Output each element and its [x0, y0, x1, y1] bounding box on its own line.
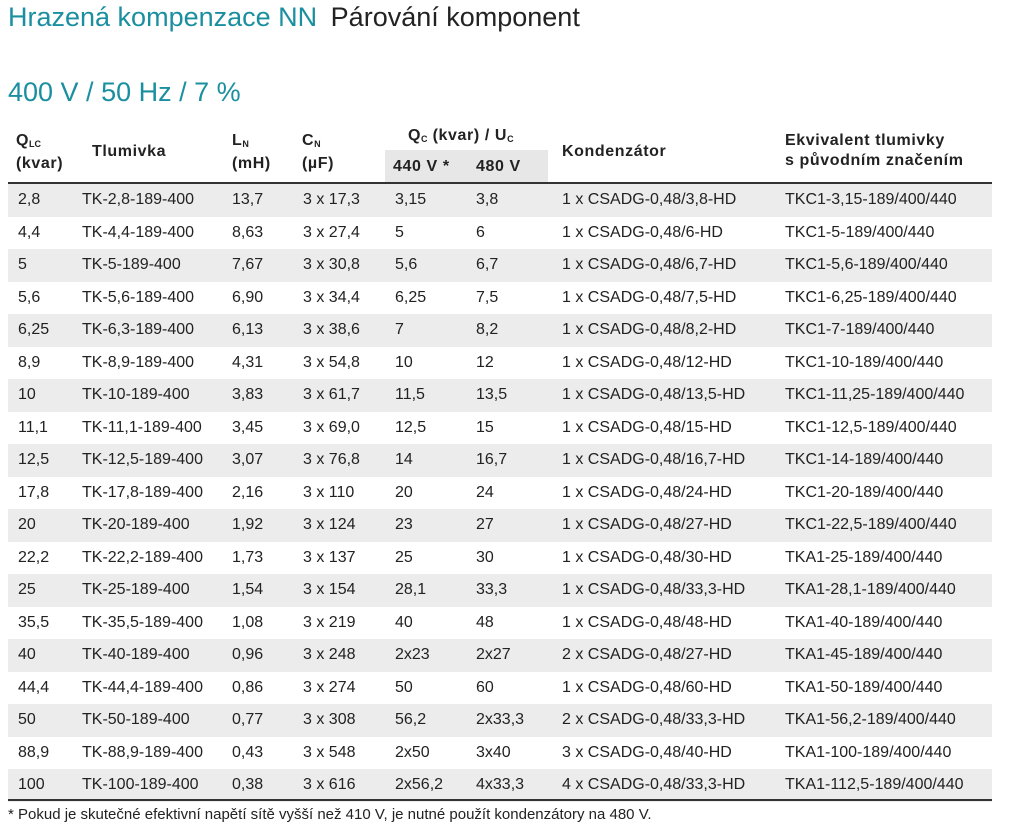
cell-kondenzator: 1 x CSADG-0,48/15-HD — [562, 418, 732, 436]
cell-q440: 40 — [395, 613, 413, 631]
cell-ekvivalent: TKC1-6,25-189/400/440 — [785, 288, 957, 306]
cell-q480: 3x40 — [476, 743, 511, 761]
cell-ln: 2,16 — [232, 483, 264, 501]
cell-ekvivalent: TKC1-5-189/400/440 — [785, 223, 935, 241]
cell-q440: 20 — [395, 483, 413, 501]
cell-tlumivka: TK-100-189-400 — [82, 776, 199, 793]
cell-ekvivalent: TKA1-100-189/400/440 — [785, 743, 952, 761]
cell-tlumivka: TK-44,4-189-400 — [82, 678, 203, 696]
cell-tlumivka: TK-12,5-189-400 — [82, 451, 203, 468]
cell-kondenzator: 1 x CSADG-0,48/3,8-HD — [562, 191, 737, 208]
cell-cn: 3 x 137 — [303, 548, 356, 566]
cell-q440: 2x23 — [395, 646, 430, 663]
cell-q440: 11,5 — [395, 386, 425, 403]
cell-ekvivalent: TKC1-12,5-189/400/440 — [785, 418, 957, 436]
cell-ekvivalent: TKC1-10-189/400/440 — [785, 353, 944, 371]
cell-ln: 8,63 — [232, 223, 264, 241]
cell-ekvivalent: TKA1-25-189/400/440 — [785, 548, 943, 566]
title-main: Párování komponent — [330, 2, 580, 32]
cell-kondenzator: 1 x CSADG-0,48/24-HD — [562, 483, 732, 501]
cell-kondenzator: 1 x CSADG-0,48/8,2-HD — [562, 321, 737, 338]
cell-tlumivka: TK-88,9-189-400 — [82, 743, 203, 761]
cell-q440: 10 — [395, 353, 413, 371]
cell-kondenzator: 1 x CSADG-0,48/16,7-HD — [562, 451, 746, 468]
cell-ln: 3,07 — [232, 451, 264, 468]
cell-kondenzator: 1 x CSADG-0,48/48-HD — [562, 613, 732, 631]
cell-cn: 3 x 69,0 — [303, 418, 360, 436]
table-row — [8, 607, 992, 640]
cell-q440: 6,25 — [395, 288, 427, 306]
cell-tlumivka: TK-6,3-189-400 — [82, 321, 195, 338]
cell-qlc: 100 — [18, 776, 45, 793]
cell-ln: 1,54 — [232, 581, 264, 598]
cell-qlc: 35,5 — [18, 613, 50, 631]
cell-kondenzator: 1 x CSADG-0,48/6-HD — [562, 223, 723, 241]
cell-q480: 48 — [476, 613, 494, 631]
subtitle: 400 V / 50 Hz / 7 % — [8, 77, 241, 107]
cell-ln: 6,13 — [232, 321, 264, 338]
cell-qlc: 44,4 — [18, 678, 50, 696]
cell-ekvivalent: TKC1-7-189/400/440 — [785, 321, 935, 338]
cell-tlumivka: TK-35,5-189-400 — [82, 613, 203, 631]
cell-q440: 5 — [395, 223, 404, 241]
header-tlumivka: Tlumivka — [92, 143, 167, 160]
table-row — [8, 639, 992, 672]
table-row — [8, 379, 992, 412]
cell-q440: 2x50 — [395, 743, 430, 761]
cell-q480: 7,5 — [476, 288, 499, 306]
cell-ln: 1,73 — [232, 548, 264, 566]
cell-ln: 3,45 — [232, 418, 264, 436]
cell-cn: 3 x 248 — [303, 646, 356, 663]
cell-ekvivalent: TKA1-28,1-189/400/440 — [785, 581, 956, 598]
cell-qlc: 10 — [18, 386, 36, 403]
cell-qlc: 8,9 — [18, 353, 41, 371]
cell-tlumivka: TK-25-189-400 — [82, 581, 190, 598]
cell-kondenzator: 2 x CSADG-0,48/33,3-HD — [562, 711, 746, 728]
header-440v: 440 V * — [393, 158, 450, 175]
cell-q480: 8,2 — [476, 321, 499, 338]
table-row — [8, 282, 992, 315]
cell-kondenzator: 1 x CSADG-0,48/27-HD — [562, 516, 732, 533]
cell-ekvivalent: TKA1-50-189/400/440 — [785, 678, 943, 696]
footnote: * Pokud je skutečné efektivní napětí sítě vyšší než 410 V, je nutné použít kondenzátory na 480 V. — [8, 806, 652, 823]
cell-ekvivalent: TKC1-22,5-189/400/440 — [785, 516, 957, 533]
cell-cn: 3 x 76,8 — [303, 451, 360, 468]
cell-q440: 5,6 — [395, 256, 418, 273]
table-row — [8, 672, 992, 705]
table-row — [8, 184, 992, 217]
cell-q480: 16,7 — [476, 451, 508, 468]
cell-ln: 0,43 — [232, 743, 264, 761]
cell-q480: 24 — [476, 483, 494, 501]
cell-cn: 3 x 154 — [303, 581, 356, 598]
cell-kondenzator: 1 x CSADG-0,48/6,7-HD — [562, 256, 737, 273]
cell-ekvivalent: TKA1-56,2-189/400/440 — [785, 711, 956, 728]
cell-ekvivalent: TKC1-5,6-189/400/440 — [785, 256, 948, 273]
table-row — [8, 704, 992, 737]
header-kondenzator: Kondenzátor — [562, 143, 667, 160]
cell-cn: 3 x 110 — [303, 483, 355, 501]
table-row — [8, 249, 992, 282]
cell-cn: 3 x 34,4 — [303, 288, 360, 306]
cell-qlc: 22,2 — [18, 548, 50, 566]
cell-q480: 15 — [476, 418, 494, 436]
cell-ekvivalent: TKA1-40-189/400/440 — [785, 613, 943, 631]
cell-kondenzator: 1 x CSADG-0,48/30-HD — [562, 548, 732, 566]
cell-q480: 4x33,3 — [476, 776, 525, 793]
cell-q480: 6,7 — [476, 256, 499, 273]
cell-ln: 3,83 — [232, 386, 264, 403]
header-480v: 480 V — [476, 158, 521, 175]
cell-cn: 3 x 61,7 — [303, 386, 360, 403]
cell-ln: 7,67 — [232, 256, 264, 273]
cell-q480: 27 — [476, 516, 494, 533]
cell-q440: 3,15 — [395, 191, 427, 208]
cell-ekvivalent: TKC1-11,25-189/400/440 — [785, 386, 965, 403]
component-table-body — [8, 184, 992, 802]
cell-qlc: 25 — [18, 581, 36, 598]
cell-tlumivka: TK-50-189-400 — [82, 711, 190, 728]
cell-ekvivalent: TKC1-14-189/400/440 — [785, 451, 944, 468]
table-row — [8, 477, 992, 510]
table-row — [8, 574, 992, 607]
cell-q480: 3,8 — [476, 191, 499, 208]
cell-kondenzator: 2 x CSADG-0,48/27-HD — [562, 646, 732, 663]
table-row — [8, 217, 992, 250]
cell-kondenzator: 1 x CSADG-0,48/33,3-HD — [562, 581, 746, 598]
table-row — [8, 314, 992, 347]
cell-qlc: 50 — [18, 711, 36, 728]
cell-tlumivka: TK-5-189-400 — [82, 256, 181, 273]
cell-cn: 3 x 54,8 — [303, 353, 360, 371]
cell-ekvivalent: TKA1-112,5-189/400/440 — [785, 776, 964, 793]
header-qc-uc: $Q_C$ (kvar) / $U_C$ — [408, 127, 514, 144]
cell-q440: 23 — [395, 516, 413, 533]
cell-ln: 0,77 — [232, 711, 264, 728]
table-bottom-rule — [8, 799, 992, 801]
cell-qlc: 5,6 — [18, 288, 41, 306]
cell-q480: 2x27 — [476, 646, 511, 663]
cell-kondenzator: 4 x CSADG-0,48/33,3-HD — [562, 776, 746, 793]
cell-q480: 2x33,3 — [476, 711, 525, 728]
cell-q480: 60 — [476, 678, 494, 696]
table-row — [8, 737, 992, 770]
table-row — [8, 412, 992, 445]
header-cn: $C_N$ (µF) — [302, 132, 335, 172]
cell-q480: 30 — [476, 548, 494, 566]
table-row — [8, 347, 992, 380]
table-row — [8, 769, 992, 802]
cell-qlc: 2,8 — [18, 191, 41, 208]
table-row — [8, 542, 992, 575]
cell-q480: 33,3 — [476, 581, 508, 598]
cell-q440: 50 — [395, 678, 413, 696]
cell-ln: 1,92 — [232, 516, 264, 533]
cell-ln: 4,31 — [232, 353, 264, 371]
cell-cn: 3 x 548 — [303, 743, 356, 761]
header-qlc: $Q_{LC}$ (kvar) — [16, 132, 64, 172]
cell-cn: 3 x 219 — [303, 613, 356, 631]
cell-ekvivalent: TKC1-3,15-189/400/440 — [785, 191, 957, 208]
table-row — [8, 444, 992, 477]
cell-cn: 3 x 38,6 — [303, 321, 360, 338]
cell-ln: 0,38 — [232, 776, 264, 793]
cell-qlc: 20 — [18, 516, 36, 533]
cell-tlumivka: TK-4,4-189-400 — [82, 223, 195, 241]
cell-qlc: 88,9 — [18, 743, 50, 761]
cell-kondenzator: 1 x CSADG-0,48/60-HD — [562, 678, 732, 696]
cell-tlumivka: TK-8,9-189-400 — [82, 353, 195, 371]
cell-qlc: 12,5 — [18, 451, 50, 468]
cell-q440: 7 — [395, 321, 404, 338]
cell-ln: 6,90 — [232, 288, 264, 306]
cell-qlc: 40 — [18, 646, 36, 663]
cell-tlumivka: TK-22,2-189-400 — [82, 548, 203, 566]
title-accent: Hrazená kompenzace NN — [8, 2, 318, 32]
cell-ekvivalent: TKA1-45-189/400/440 — [785, 646, 943, 663]
cell-qlc: 11,1 — [18, 418, 48, 436]
cell-cn: 3 x 274 — [303, 678, 356, 696]
cell-q480: 6 — [476, 223, 485, 241]
cell-ln: 0,86 — [232, 678, 264, 696]
cell-kondenzator: 1 x CSADG-0,48/7,5-HD — [562, 288, 737, 306]
cell-cn: 3 x 124 — [303, 516, 356, 533]
cell-kondenzator: 1 x CSADG-0,48/13,5-HD — [562, 386, 746, 403]
cell-qlc: 5 — [18, 256, 27, 273]
page-title — [8, 2, 580, 33]
cell-q440: 28,1 — [395, 581, 427, 598]
cell-ln: 1,08 — [232, 613, 264, 631]
cell-tlumivka: TK-17,8-189-400 — [82, 483, 203, 501]
cell-tlumivka: TK-2,8-189-400 — [82, 191, 195, 208]
cell-q480: 12 — [476, 353, 494, 371]
cell-tlumivka: TK-20-189-400 — [82, 516, 190, 533]
cell-q480: 13,5 — [476, 386, 508, 403]
cell-q440: 14 — [395, 451, 413, 468]
cell-cn: 3 x 308 — [303, 711, 356, 728]
cell-tlumivka: TK-40-189-400 — [82, 646, 190, 663]
header-ln: $L_N$ (mH) — [232, 132, 271, 172]
cell-qlc: 4,4 — [18, 223, 41, 241]
cell-tlumivka: TK-10-189-400 — [82, 386, 190, 403]
cell-ekvivalent: TKC1-20-189/400/440 — [785, 483, 944, 501]
header-ekvivalent: Ekvivalent tlumivky s původním značením — [785, 132, 964, 169]
cell-q440: 12,5 — [395, 418, 427, 436]
cell-q440: 25 — [395, 548, 413, 566]
cell-cn: 3 x 17,3 — [303, 191, 360, 208]
cell-qlc: 6,25 — [18, 321, 50, 338]
cell-kondenzator: 3 x CSADG-0,48/40-HD — [562, 743, 732, 761]
cell-ln: 13,7 — [232, 191, 264, 208]
cell-tlumivka: TK-11,1-189-400 — [82, 418, 202, 436]
cell-qlc: 17,8 — [18, 483, 50, 501]
cell-tlumivka: TK-5,6-189-400 — [82, 288, 195, 306]
cell-q440: 2x56,2 — [395, 776, 444, 793]
table-row — [8, 509, 992, 542]
cell-ln: 0,96 — [232, 646, 264, 663]
cell-cn: 3 x 30,8 — [303, 256, 360, 273]
cell-q440: 56,2 — [395, 711, 427, 728]
cell-cn: 3 x 27,4 — [303, 223, 360, 241]
cell-kondenzator: 1 x CSADG-0,48/12-HD — [562, 353, 732, 371]
cell-cn: 3 x 616 — [303, 776, 356, 793]
